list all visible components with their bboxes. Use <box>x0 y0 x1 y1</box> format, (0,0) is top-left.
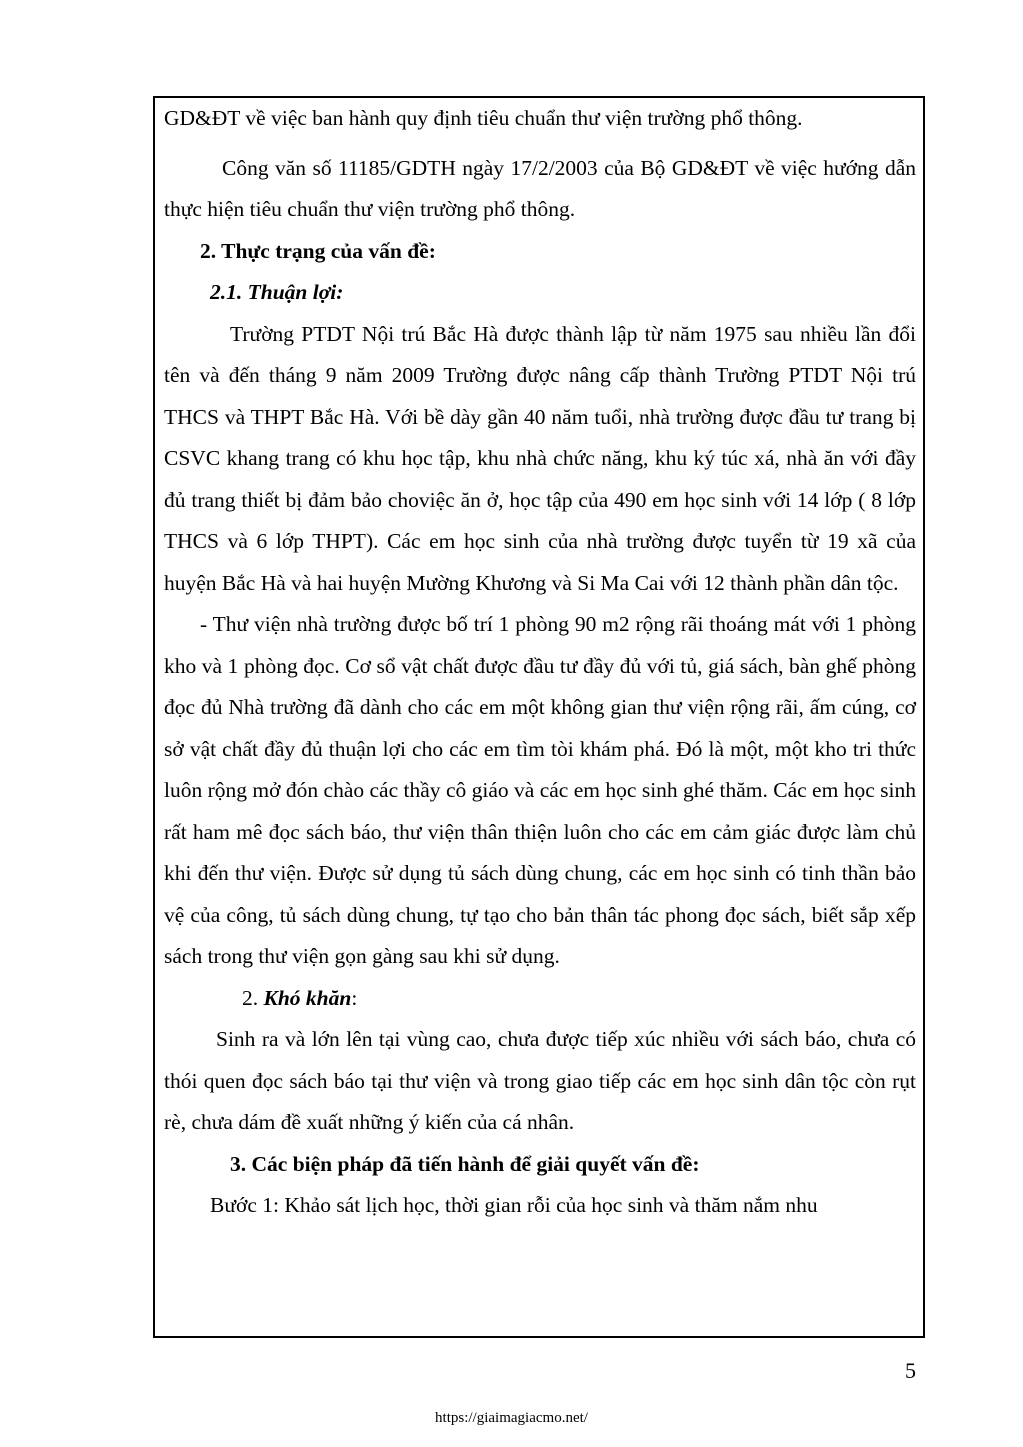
paragraph-difficulties: Sinh ra và lớn lên tại vùng cao, chưa được tiếp xúc nhiều với sách báo, chưa có thói quen đọc sách báo tại thư viện và trong giao tiếp các em học sinh dân tộc còn rụt rè, chưa dám đề xuất những ý kiến của cá nhân. <box>164 1027 916 1134</box>
heading-measures: 3. Các biện pháp đã tiến hành để giải quyết vấn đề: <box>230 1151 700 1176</box>
heading-current-situation: 2. Thực trạng của vấn đề: <box>200 238 436 263</box>
paragraph-step-one: Bước 1: Khảo sát lịch học, thời gian rỗi của học sinh và thăm nắm nhu <box>210 1193 818 1217</box>
paragraph-official-letter: Công văn số 11185/GDTH ngày 17/2/2003 của Bộ GD&ĐT về việc hướng dẫn thực hiện tiêu chuẩn thư viện trường phổ thông. <box>164 155 916 221</box>
heading-difficulties <box>164 978 916 1020</box>
heading-advantages: 2.1. Thuận lợi: <box>210 280 344 304</box>
heading-difficulties-title: Khó khăn <box>263 985 352 1010</box>
footer-url: https://giaimagiacmo.net/ <box>435 1410 588 1426</box>
paragraph-regulation: GD&ĐT về việc ban hành quy định tiêu chuẩn thư viện trường phổ thông. <box>164 106 803 130</box>
paragraph-library-facilities: - Thư viện nhà trường được bố trí 1 phòng 90 m2 rộng rãi thoáng mát với 1 phòng kho và 1 phòng đọc. Cơ sổ vật chất được đầu tư đầy đủ với tủ, giá sách, bàn ghế phòng đọc đủ Nhà trường đã dành cho các em một không gian thư viện rộng rãi, ấm cúng, cơ sở vật chất đầy đủ thuận lợi cho các em tìm tòi khám phá. Đó là một, một kho tri thức luôn rộng mở đón chào các thầy cô giáo và các em học sinh ghé thăm. Các em học sinh rất ham mê đọc sách báo, thư viện thân thiện luôn cho các em cảm giác được làm chủ khi đến thư viện. Được sử dụng tủ sách dùng chung, các em học sinh có tinh thần bảo vệ của công, tủ sách dùng chung, tự tạo cho bản thân tác phong đọc sách, biết sắp xếp sách trong thư viện gọn gàng sau khi sử dụng. <box>164 612 916 968</box>
paragraph-school-history: Trường PTDT Nội trú Bắc Hà được thành lập từ năm 1975 sau nhiều lần đổi tên và đến tháng 9 năm 2009 Trường được nâng cấp thành Trường PTDT Nội trú THCS và THPT Bắc Hà. Với bề dày gần 40 năm tuổi, nhà trường được đầu tư trang bị CSVC khang trang có khu học tập, khu nhà chức năng, khu ký túc xá, nhà ăn với đầy đủ trang thiết bị đảm bảo choviệc ăn ở, học tập của 490 em học sinh với 14 lớp ( 8 lớp THCS và 6 lớp THPT). Các em học sinh của nhà trường được tuyển từ 19 xã của huyện Bắc Hà và hai huyện Mường Khương và Si Ma Cai với 12 thành phần dân tộc. <box>164 321 916 595</box>
page-number: 5 <box>905 1358 916 1383</box>
heading-difficulties-number: 2. <box>242 985 259 1010</box>
heading-difficulties-colon: : <box>351 985 358 1010</box>
document-body <box>164 98 916 1227</box>
